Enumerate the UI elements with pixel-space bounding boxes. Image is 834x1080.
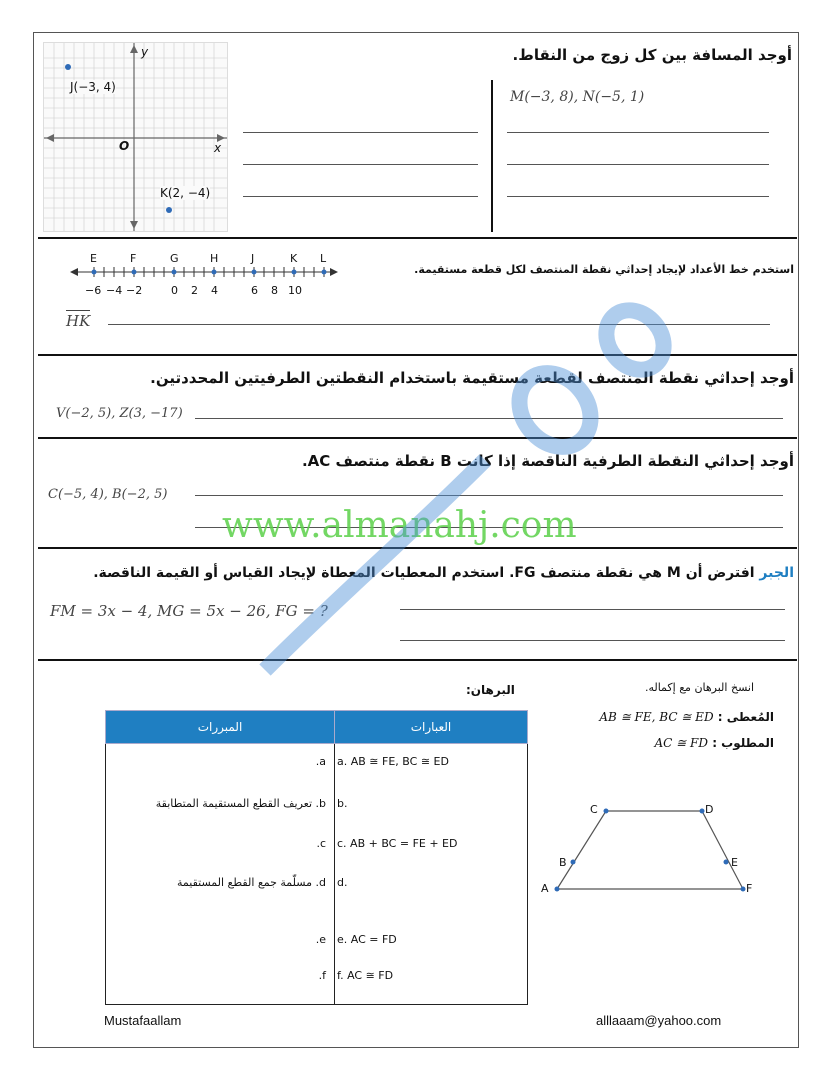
- label-b: B: [559, 856, 567, 869]
- nl-number: −6: [85, 284, 102, 297]
- section-divider: [38, 354, 797, 356]
- proof-heading: البرهان:: [466, 683, 515, 697]
- x-axis-label: x: [214, 141, 222, 155]
- col-reasons: المبررات: [106, 711, 335, 744]
- nl-number: 4: [211, 284, 218, 297]
- section5-equation: FM = 3x − 4, MG = 5x − 26, FG = ?: [50, 602, 328, 620]
- required-value: AC ≅ FD: [654, 736, 708, 750]
- proof-copy: انسخ البرهان مع إكماله.: [644, 681, 754, 694]
- coordinate-graph: [43, 42, 228, 232]
- statement-row[interactable]: d.: [337, 876, 348, 889]
- reason-row[interactable]: a.: [315, 755, 326, 768]
- given-value: AB ≅ FE, BC ≅ ED: [599, 710, 714, 724]
- given-row: [599, 710, 774, 724]
- statement-row: a. AB ≅ FE, BC ≅ ED: [337, 755, 449, 768]
- section-divider: [38, 659, 797, 661]
- reason-row[interactable]: f.: [318, 969, 326, 982]
- column-divider: [491, 80, 493, 232]
- section4-title: أوجد إحداثي النقطة الطرفية الناقصة إذا كانت B نقطة منتصف AC.: [301, 452, 794, 470]
- given-label: المُعطى :: [717, 710, 774, 724]
- answer-line[interactable]: [243, 132, 478, 133]
- label-e: E: [731, 856, 738, 869]
- statement-row: c. AB + BC = FE + ED: [337, 837, 458, 850]
- label-d: D: [705, 803, 714, 816]
- section5-text: افترض أن M هي نقطة منتصف FG. استخدم المعطيات المعطاة لإيجاد القياس أو القيمة الناقصة.: [93, 565, 755, 581]
- footer-author: Mustafaallam: [104, 1013, 182, 1028]
- answer-line[interactable]: [195, 495, 783, 496]
- required-label: المطلوب :: [712, 736, 774, 750]
- nl-letter: K: [290, 252, 298, 265]
- statement-row: e. AC = FD: [337, 933, 397, 946]
- number-line-numbers: [70, 284, 340, 298]
- nl-number: 10: [288, 284, 302, 297]
- required-row: [655, 736, 774, 750]
- point-j-label: J(−3, 4): [70, 80, 116, 94]
- point-k-label: K(2, −4): [160, 186, 211, 200]
- section1-title: أوجد المسافة بين كل زوج من النقاط.: [512, 46, 792, 64]
- answer-line[interactable]: [195, 418, 783, 419]
- section1-points: M(−3, 8), N(−5, 1): [510, 89, 645, 105]
- answer-line[interactable]: [243, 164, 478, 165]
- reason-row[interactable]: e.: [315, 933, 326, 946]
- answer-line[interactable]: [108, 324, 770, 325]
- section3-points: V(−2, 5), Z(3, −17): [56, 406, 183, 421]
- reason-row[interactable]: c.: [316, 837, 326, 850]
- nl-number: −2: [126, 284, 143, 297]
- reason-row: d. مسلّمة جمع القطع المستقيمة: [177, 876, 326, 889]
- label-a: A: [541, 882, 549, 895]
- footer-email[interactable]: alllaaam@yahoo.com: [596, 1013, 722, 1028]
- nl-letter: E: [90, 252, 97, 265]
- section5-title: [93, 565, 794, 581]
- section-divider: [38, 547, 797, 549]
- section-divider: [38, 437, 797, 439]
- label-f: F: [746, 882, 753, 895]
- segment-hk: HK: [66, 312, 91, 330]
- nl-letter: G: [170, 252, 179, 265]
- nl-letter: F: [130, 252, 137, 265]
- nl-letter: J: [251, 252, 255, 265]
- answer-line[interactable]: [507, 132, 769, 133]
- number-line-letters: [70, 252, 340, 266]
- nl-number: 6: [251, 284, 258, 297]
- nl-number: 2: [191, 284, 198, 297]
- section3-title: أوجد إحداثي نقطة المنتصف لقطعة مستقيمة باستخدام النقطتين الطرفيتين المحددتين.: [150, 369, 794, 387]
- answer-line[interactable]: [400, 640, 785, 641]
- figure-labels: [541, 798, 758, 898]
- origin-label: O: [119, 139, 130, 153]
- answer-line[interactable]: [507, 196, 769, 197]
- answer-line[interactable]: [243, 196, 478, 197]
- section2-instruction: استخدم خط الأعداد لإيجاد إحداثي نقطة المنتصف لكل قطعة مستقيمة.: [414, 263, 794, 276]
- col-statements: العبارات: [335, 711, 528, 744]
- nl-number: −4: [106, 284, 123, 297]
- section-divider: [38, 237, 797, 239]
- nl-letter: L: [320, 252, 327, 265]
- nl-number: 0: [171, 284, 178, 297]
- algebra-label: الجبر: [759, 565, 794, 581]
- answer-line[interactable]: [400, 609, 785, 610]
- nl-number: 8: [271, 284, 278, 297]
- label-c: C: [590, 803, 598, 816]
- reason-row: b. تعريف القطع المستقيمة المتطابقة: [155, 797, 326, 810]
- statement-row: f. AC ≅ FD: [337, 969, 394, 982]
- nl-letter: H: [210, 252, 219, 265]
- watermark-text: www.almanahj.com: [222, 505, 577, 546]
- section4-points: C(−5, 4), B(−2, 5): [48, 487, 168, 502]
- coordinate-grid: [44, 43, 227, 231]
- statement-row[interactable]: b.: [337, 797, 348, 810]
- answer-line[interactable]: [507, 164, 769, 165]
- y-axis-label: y: [141, 45, 149, 59]
